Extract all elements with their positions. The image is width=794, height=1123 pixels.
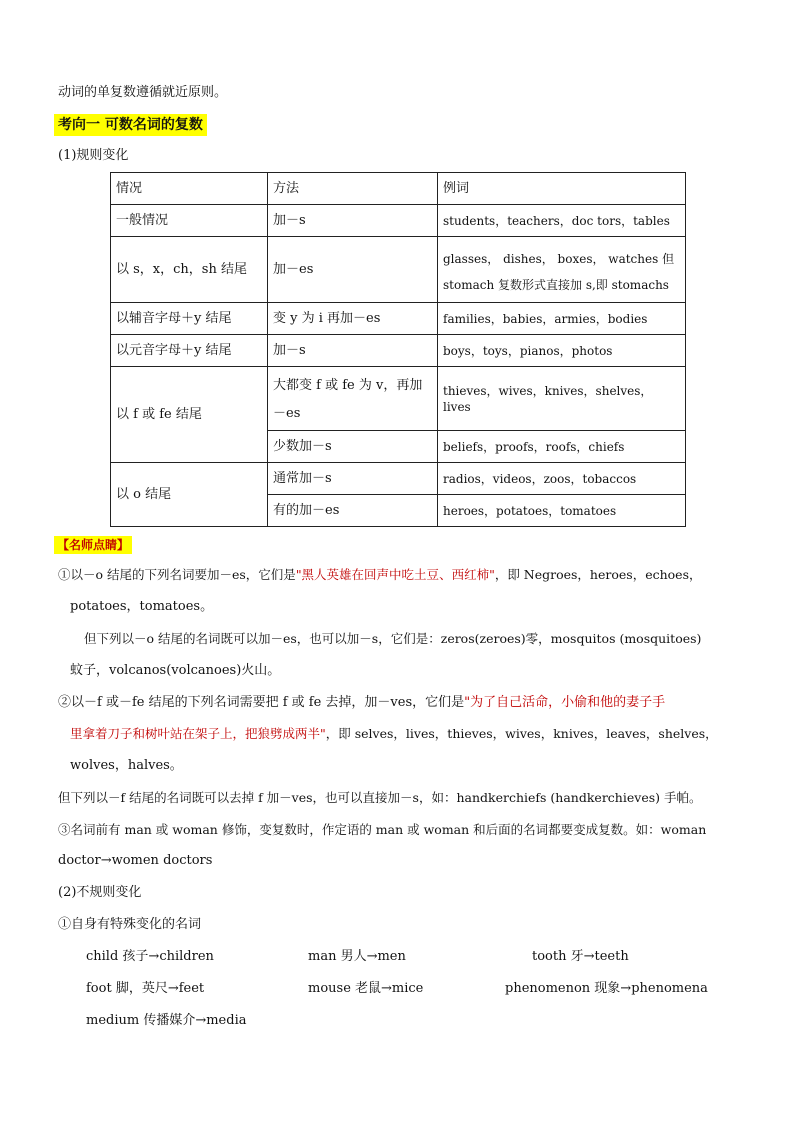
header-examples: 例词 xyxy=(438,173,686,205)
cell-examples: heroes，potatoes，tomatoes xyxy=(438,495,686,527)
header-method: 方法 xyxy=(268,173,438,205)
note-3-line-2: doctor→women doctors xyxy=(58,853,213,868)
irregular-change-title: (2)不规则变化 xyxy=(58,885,142,900)
irregular-item: medium 传播媒介→media xyxy=(86,1013,247,1028)
method-line: －es xyxy=(273,405,301,421)
cell-method: 有的加－es xyxy=(268,495,438,527)
note-text: ①以－o 结尾的下列名词要加－es，它们是 xyxy=(58,567,296,582)
cell-case: 以 s，x，ch，sh 结尾 xyxy=(111,237,268,303)
cell-case: 以元音字母＋y 结尾 xyxy=(111,335,268,367)
cell-case: 一般情况 xyxy=(111,205,268,237)
cell-method xyxy=(268,367,438,431)
note-2-line-1 xyxy=(58,695,665,711)
cell-examples: radios，videos，zoos，tobaccos xyxy=(438,463,686,495)
table-row xyxy=(111,463,686,495)
cell-case: 以 f 或 fe 结尾 xyxy=(111,367,268,463)
cell-examples: thieves，wives，knives，shelves，lives xyxy=(438,367,686,431)
cell-examples xyxy=(438,237,686,303)
table-row xyxy=(111,205,686,237)
cell-method: 加－s xyxy=(268,335,438,367)
note-2-line-3: wolves，halves。 xyxy=(70,758,183,773)
cell-method: 加－s xyxy=(268,205,438,237)
examples-line: stomach 复数形式直接加 s,即 stomachs xyxy=(443,277,669,292)
regular-change-title: (1)规则变化 xyxy=(58,148,129,163)
table-row xyxy=(111,367,686,431)
note-2-line-4: 但下列以－f 结尾的名词既可以去掉 f 加－ves，也可以直接加－s，如：handkerchiefs (handkerchieves) 手帕。 xyxy=(58,790,702,805)
table-row xyxy=(111,303,686,335)
cell-examples: boys，toys，pianos，photos xyxy=(438,335,686,367)
note-text: ②以－f 或－fe 结尾的下列名词需要把 f 或 fe 去掉，加－ves，它们是 xyxy=(58,695,465,710)
mnemonic-text: "黑人英雄在回声中吃土豆、西红柿" xyxy=(295,567,495,582)
irregular-item: mouse 老鼠→mice xyxy=(308,981,424,996)
note-1-line-2: potatoes，tomatoes。 xyxy=(70,599,214,614)
tip-label: 【名师点睛】 xyxy=(54,536,132,554)
cell-examples: families，babies，armies，bodies xyxy=(438,303,686,335)
irregular-item: man 男人→men xyxy=(308,949,406,964)
section-heading: 考向一 可数名词的复数 xyxy=(54,114,207,136)
cell-method: 通常加－s xyxy=(268,463,438,495)
irregular-item: tooth 牙→teeth xyxy=(532,949,629,964)
cell-case: 以辅音字母＋y 结尾 xyxy=(111,303,268,335)
cell-examples: beliefs，proofs，roofs，chiefs xyxy=(438,431,686,463)
cell-examples: students，teachers，doc tors，tables xyxy=(438,205,686,237)
note-1-line-4: 蚊子，volcanos(volcanoes)火山。 xyxy=(70,663,281,678)
irregular-subtitle: ①自身有特殊变化的名词 xyxy=(58,917,202,932)
note-text: ，即 Negroes，heroes，echoes， xyxy=(494,567,702,582)
mnemonic-text: 里拿着刀子和树叶站在架子上，把狼劈成两半" xyxy=(70,726,326,741)
cell-method: 变 y 为 i 再加－es xyxy=(268,303,438,335)
cell-case: 以 o 结尾 xyxy=(111,463,268,527)
cell-method: 少数加－s xyxy=(268,431,438,463)
plural-rules-table xyxy=(110,172,686,527)
cell-method: 加－es xyxy=(268,237,438,303)
table-row xyxy=(111,237,686,303)
method-line: 大都变 f 或 fe 为 v，再加 xyxy=(273,377,423,393)
irregular-item: phenomenon 现象→phenomena xyxy=(505,981,708,996)
note-2-line-2 xyxy=(70,726,718,742)
note-text: ，即 selves，lives，thieves，wives，knives，leaves，shelves， xyxy=(325,726,718,741)
irregular-item: foot 脚，英尺→feet xyxy=(86,981,205,996)
irregular-item: child 孩子→children xyxy=(86,949,214,964)
mnemonic-text: "为了自己活命，小偷和他的妻子手 xyxy=(464,695,666,710)
examples-line: glasses， dishes， boxes， watches 但 xyxy=(443,251,675,266)
table-row xyxy=(111,335,686,367)
intro-line: 动词的单复数遵循就近原则。 xyxy=(58,85,228,100)
note-1-line-3: 但下列以－o 结尾的名词既可以加－es，也可以加－s，它们是：zeros(zeroes)零，mosquitos (mosquitoes) xyxy=(84,631,702,646)
note-3-line-1: ③名词前有 man 或 woman 修饰，变复数时，作定语的 man 或 woman 和后面的名词都要变成复数。如：woman xyxy=(58,822,707,837)
table-header-row xyxy=(111,173,686,205)
header-case: 情况 xyxy=(111,173,268,205)
note-1-line-1 xyxy=(58,567,701,583)
